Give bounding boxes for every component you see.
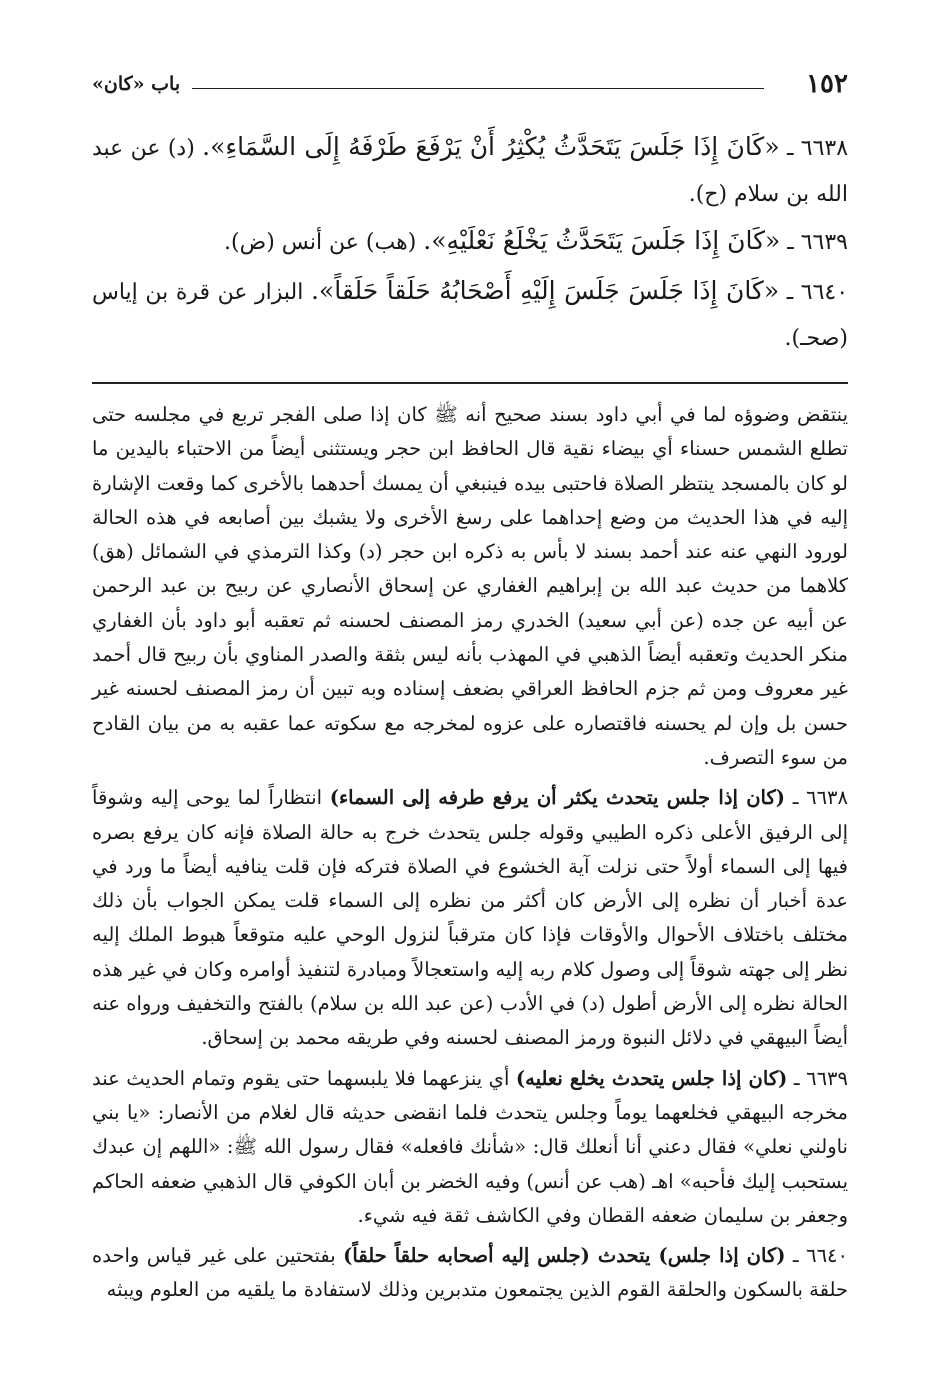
commentary-quote: (كان إذا جلس يتحدث يكثر أن يرفع طرفه إلى السماء) bbox=[329, 786, 785, 810]
header-rule bbox=[192, 88, 764, 89]
commentary-number: ٦٦٣٨ ـ bbox=[792, 786, 849, 810]
hadith-source: (هب) عن أنس (ض). bbox=[224, 230, 417, 255]
hadith-entry: ٦٦٤٠ ـ «كَانَ إِذَا جَلَسَ جَلَسَ إِلَيْهِ أَصْحَابُهُ حَلَقاً حَلَقاً». البزار عن قرة بن إياس (صحـ). bbox=[92, 276, 849, 351]
hadith-entry: ٦٦٣٨ ـ «كَانَ إِذَا جَلَسَ يَتَحَدَّثُ يُكْثِرُ أَنْ يَرْفَعَ طَرْفَهُ إِلَى السَّمَاءِ». (د) عن عبد الله بن سلام (ح). bbox=[92, 132, 849, 207]
hadith-text: «كَانَ إِذَا جَلَسَ يَتَحَدَّثُ يُكْثِرُ أَنْ يَرْفَعَ طَرْفَهُ إِلَى السَّمَاءِ». bbox=[202, 132, 780, 161]
hadith-number: ٦٦٤٠ bbox=[800, 280, 849, 305]
commentary-paragraph bbox=[92, 1062, 848, 1233]
commentary-paragraph bbox=[92, 1239, 848, 1308]
commentary-text: أي ينزعهما فلا يلبسهما حتى يقوم وتمام الحديث عند مخرجه البيهقي فخلعهما يوماً وجلس يتحدث فلما انقضى حديثه قال لغلام من الأنصار: «يا بني ناولني نعلي» فقال دعني أنا أنعلك قال: «شأنك فافعله» فقال رسول الله ﷺ: «اللهم إن عبدك يستحبب إليك فأحبه» اهـ (هب عن أنس) وفيه الخضر بن أبان الكوفي قال الذهبي ضعفه الحاكم وجعفر بن سليمان ضعفه القطان وفي الكاشف ثقة فيه شيء. bbox=[92, 1066, 848, 1227]
hadith-number: ٦٦٣٩ bbox=[800, 230, 848, 255]
hadith-text: «كَانَ إِذَا جَلَسَ يَتَحَدَّثُ يَخْلَعُ نَعْلَيْهِ». bbox=[423, 226, 781, 255]
commentary bbox=[92, 398, 848, 1314]
hadith-number: ٦٦٣٨ bbox=[800, 136, 849, 161]
section-title: باب «كان» bbox=[92, 73, 181, 95]
commentary-text: ينتقض وضوؤه لما في أبي داود بسند صحيح أنه ﷺ كان إذا صلى الفجر تربع في مجلسه حتى تطلع الشمس حسناء أي بيضاء نقية قال الحافظ ابن حجر ويستثنى أيضاً من الاحتباء باليدين ما لو كان بالمسجد ينتظر الصلاة فاحتبى بيده فينبغي أن يمسك أحدهما بالأخرى كما وقعت الإشارة إليه في هذا الحديث من وضع إحداهما على رسغ الأخرى ولا يشبك بين أصابعه في هذه الحالة لورود النهي عنه عند أحمد بسند لا بأس به ذكره ابن حجر (د) وكذا الترمذي في الشمائل (هق) كلاهما من حديث عبد الله بن إبراهيم الغفاري عن إسحاق الأنصاري عن ربيح بن عبد الرحمن عن أبيه عن جده (عن أبي سعيد) الخدري رمز المصنف لحسنه ثم تعقبه أبو داود بأن الغفاري منكر الحديث وتعقبه أيضاً الذهبي في المهذب بأنه ليس بثقة والصدر المناوي بأن ربيح قال أحمد غير معروف ومن ثم جزم الحافظ العراقي بضعف إسناده وبه تبين أن رمز المصنف لحسنه غير حسن بل وإن لم يحسنه فاقتصاره على عزوه لمخرجه مع سكوته عما عقبه به من بيان القادح من سوء التصرف. bbox=[92, 403, 848, 769]
commentary-divider bbox=[92, 382, 848, 384]
commentary-text: انتظاراً لما يوحى إليه وشوقاً إلى الرفيق الأعلى ذكره الطيبي وقوله جلس يتحدث خرج به حالة الصلاة فإنه كان يرفع بصره فيها إلى السماء أولاً حتى نزلت آية الخشوع في الصلاة فتركه فإن قلت ينافيه أيضاً ما ورد في عدة أخبار أن نظره إلى الأرض كان أكثر من نظره إلى السماء قلت يمكن الجواب بأن ذلك مختلف باختلاف الأحوال والأوقات فإذا كان مترقباً لنزول الوحي عليه متوقعاً هبوط الملك إليه نظر إلى جهته شوقاً إلى وصول كلام ربه إليه واستعجالاً ومبادرة لتنفيذ أوامره وكان في غير هذه الحالة نظره إلى الأرض أطول (د) في الأدب (عن عبد الله بن سلام) بالفتح والتخفيف ورواه عنه أيضاً البيهقي في دلائل النبوة ورمز المصنف لحسنه وفي طريقه محمد بن إسحاق. bbox=[92, 786, 848, 1050]
page-number: ١٥٢ bbox=[806, 69, 848, 99]
commentary-paragraph bbox=[92, 398, 848, 775]
hadith-source: (د) عن عبد الله بن سلام (ح). bbox=[92, 136, 848, 207]
page-header bbox=[92, 66, 848, 102]
commentary-paragraph bbox=[92, 781, 848, 1055]
hadith-source: البزار عن قرة بن إياس (صحـ). bbox=[92, 280, 848, 351]
commentary-number: ٦٦٤٠ ـ bbox=[792, 1244, 848, 1268]
commentary-quote: (كان إذا جلس) يتحدث (جلس إليه أصحابه حلقاً حلقاً) bbox=[343, 1244, 786, 1268]
hadith-text: «كَانَ إِذَا جَلَسَ جَلَسَ إِلَيْهِ أَصْحَابُهُ حَلَقاً حَلَقاً». bbox=[310, 276, 780, 305]
commentary-number: ٦٦٣٩ ـ bbox=[793, 1066, 849, 1090]
commentary-text: بفتحتين على غير قياس واحده حلقة بالسكون والحلقة القوم الذين يجتمعون متدبرين وذلك لاستفادة ما يلقيه من العلوم ويبثه bbox=[92, 1244, 848, 1302]
hadith-entry: ٦٦٣٩ ـ «كَانَ إِذَا جَلَسَ يَتَحَدَّثُ يَخْلَعُ نَعْلَيْهِ». (هب) عن أنس (ض). bbox=[224, 226, 848, 255]
commentary-quote: (كان إذا جلس يتحدث يخلع نعليه) bbox=[515, 1066, 788, 1090]
